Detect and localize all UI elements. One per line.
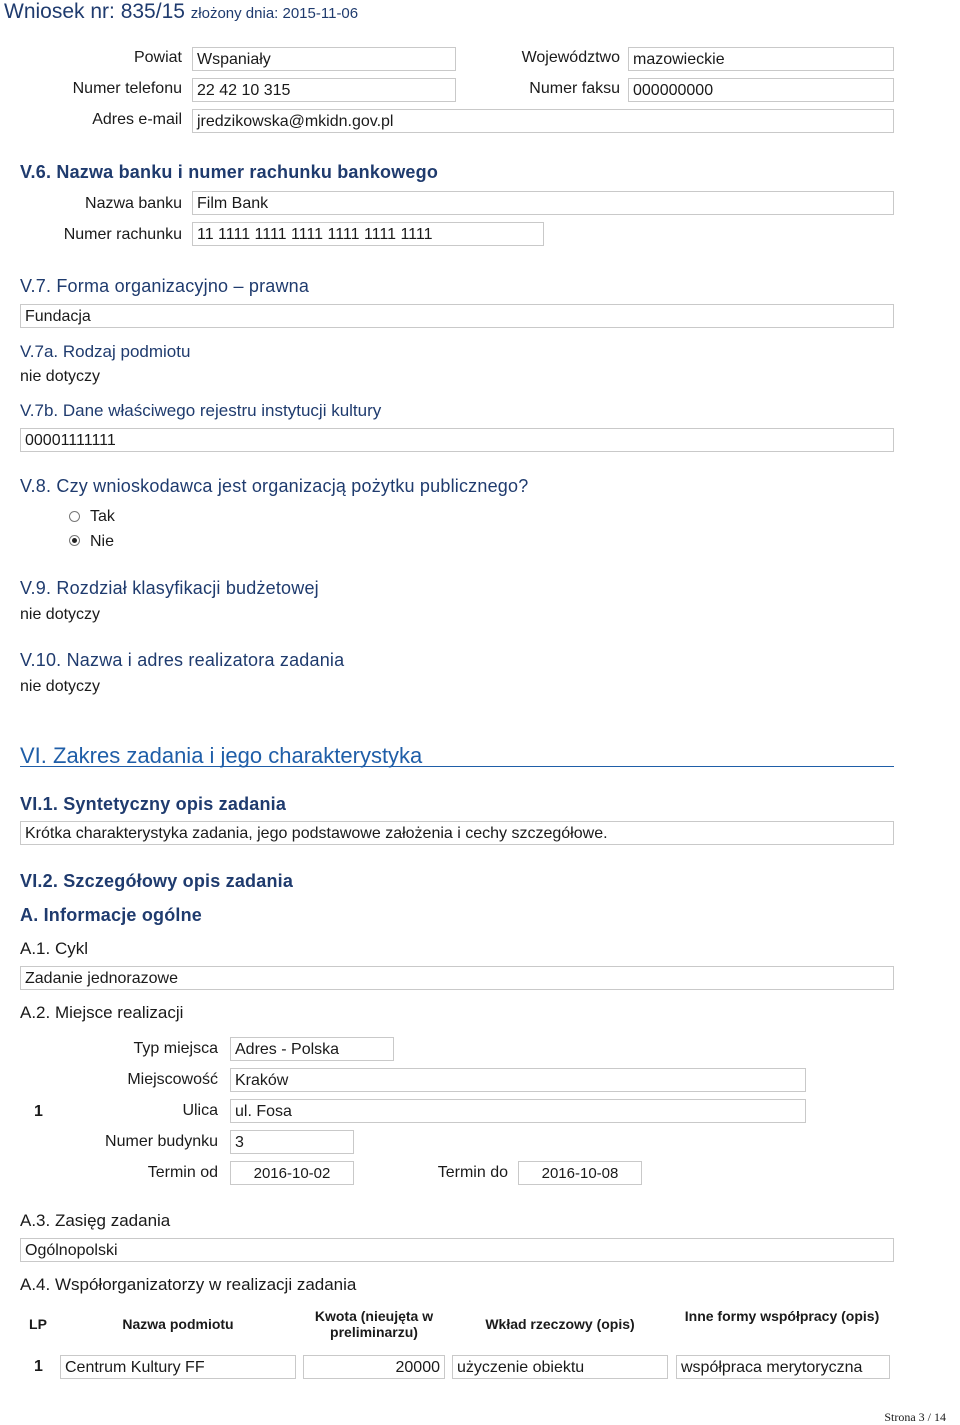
legal-form-field[interactable]: Fundacja — [20, 304, 894, 328]
section-vi2-title: VI.2. Szczegółowy opis zadania — [20, 871, 294, 891]
date-to-field[interactable]: 2016-10-08 — [518, 1161, 642, 1185]
realizer-value: nie dotyczy — [20, 678, 101, 695]
place-type-label: Typ miejsca — [133, 1040, 218, 1057]
table-row-other[interactable]: współpraca merytoryczna — [676, 1355, 890, 1379]
place-type-field[interactable]: Adres - Polska — [230, 1037, 394, 1061]
budget-class-value: nie dotyczy — [20, 606, 101, 623]
col-header-name: Nazwa podmiotu — [122, 1316, 234, 1332]
section-a-title: A. Informacje ogólne — [20, 905, 203, 925]
table-row-in-kind[interactable]: użyczenie obiektu — [452, 1355, 668, 1379]
date-to-label: Termin do — [437, 1164, 508, 1181]
street-field[interactable]: ul. Fosa — [230, 1099, 806, 1123]
section-a2-title: A.2. Miejsce realizacji — [20, 1003, 184, 1022]
registry-field[interactable]: 00001111111 — [20, 428, 894, 452]
fax-label: Numer faksu — [529, 80, 620, 97]
bank-name-label: Nazwa banku — [85, 195, 182, 212]
page-title — [4, 0, 358, 24]
section-v7a-title: V.7a. Rodzaj podmiotu — [20, 342, 191, 361]
section-v7-title: V.7. Forma organizacyjno – prawna — [20, 276, 310, 296]
col-header-other: Inne formy współpracy (opis) — [684, 1308, 880, 1324]
section-a4-title: A.4. Współorganizatorzy w realizacji zadania — [20, 1275, 357, 1294]
powiat-label: Powiat — [133, 49, 182, 66]
account-number-label: Numer rachunku — [63, 226, 182, 243]
submission-date: złożony dnia: 2015-11-06 — [190, 5, 359, 22]
range-field[interactable]: Ogólnopolski — [20, 1238, 894, 1262]
building-number-label: Numer budynku — [105, 1133, 218, 1150]
phone-field[interactable]: 22 42 10 315 — [192, 78, 456, 102]
entity-type-value: nie dotyczy — [20, 368, 101, 385]
section-a3-title: A.3. Zasięg zadania — [20, 1211, 171, 1230]
section-v8-title: V.8. Czy wnioskodawca jest organizacją pożytku publicznego? — [20, 476, 529, 496]
table-row-name[interactable]: Centrum Kultury FF — [60, 1355, 296, 1379]
section-vi1-title: VI.1. Syntetyczny opis zadania — [20, 794, 287, 814]
place-number: 1 — [34, 1103, 43, 1120]
email-label: Adres e-mail — [92, 111, 182, 128]
building-number-field[interactable]: 3 — [230, 1130, 354, 1154]
col-header-lp: LP — [29, 1316, 47, 1332]
bank-name-field[interactable]: Film Bank — [192, 191, 894, 215]
fax-field[interactable]: 000000000 — [628, 78, 894, 102]
section-v7b-title: V.7b. Dane właściwego rejestru instytucji kultury — [20, 401, 382, 420]
section-v6-title: V.6. Nazwa banku i numer rachunku bankowego — [20, 162, 439, 182]
col-header-in-kind: Wkład rzeczowy (opis) — [485, 1316, 635, 1332]
wojewodztwo-label: Województwo — [521, 49, 620, 66]
radio-tak-label: Tak — [90, 508, 115, 525]
locality-field[interactable]: Kraków — [230, 1068, 806, 1092]
locality-label: Miejscowość — [127, 1071, 218, 1088]
col-header-amount: Kwota (nieujęta w preliminarzu) — [314, 1308, 434, 1340]
application-number: Wniosek nr: 835/15 — [4, 0, 185, 23]
radio-tak[interactable] — [69, 511, 80, 522]
phone-label: Numer telefonu — [72, 80, 182, 97]
section-v9-title: V.9. Rozdział klasyfikacji budżetowej — [20, 578, 319, 598]
synthetic-description-field[interactable]: Krótka charakterystyka zadania, jego podstawowe założenia i cechy szczegółowe. — [20, 821, 894, 845]
page-number: Strona 3 / 14 — [884, 1410, 946, 1424]
section-vi-title: VI. Zakres zadania i jego charakterystyka — [20, 743, 423, 768]
wojewodztwo-field[interactable]: mazowieckie — [628, 47, 894, 71]
radio-nie-label: Nie — [90, 533, 115, 550]
table-row-amount[interactable]: 20000 — [303, 1355, 445, 1379]
account-number-field[interactable]: 11 1111 1111 1111 1111 1111 1111 — [192, 222, 544, 246]
powiat-field[interactable]: Wspaniały — [192, 47, 456, 71]
date-from-label: Termin od — [147, 1164, 218, 1181]
email-field[interactable]: jredzikowska@mkidn.gov.pl — [192, 109, 894, 133]
street-label: Ulica — [182, 1102, 218, 1119]
section-vi-underline — [20, 766, 894, 767]
section-a1-title: A.1. Cykl — [20, 939, 89, 958]
radio-nie[interactable] — [69, 535, 80, 546]
section-v10-title: V.10. Nazwa i adres realizatora zadania — [20, 650, 345, 670]
cycle-field[interactable]: Zadanie jednorazowe — [20, 966, 894, 990]
table-row-lp: 1 — [34, 1358, 43, 1375]
date-from-field[interactable]: 2016-10-02 — [230, 1161, 354, 1185]
